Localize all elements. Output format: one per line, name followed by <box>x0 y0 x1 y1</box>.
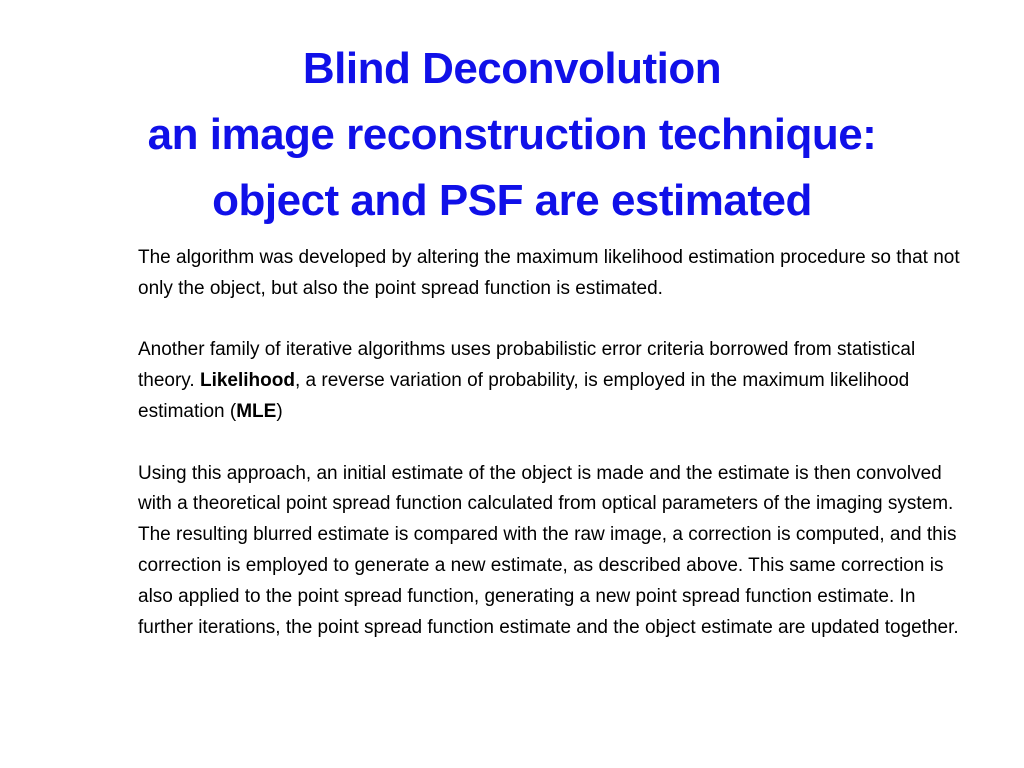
paragraph-3: Using this approach, an initial estimate of the object is made and the estimate is then convolved with a theoretical point spread function calculated from optical parameters of the imaging system. The resulting blurred estimate is compared with the raw image, a correction is computed, and this correction is employed to generate a new estimate, as described above. This same correction is also applied to the point spread function, generating a new point spread function estimate. In further iterations, the point spread function estimate and the object estimate are updated together. <box>138 462 959 638</box>
title-line-2: an image reconstruction technique: <box>147 110 877 159</box>
paragraph-2-text-c: ) <box>276 400 283 422</box>
mle-term: MLE <box>236 400 277 422</box>
paragraph-2 <box>138 335 968 427</box>
paragraph-2-text-a: Another family of iterative algorithms uses probabilistic error criteria borrowed from statistical theory. <box>138 339 916 392</box>
slide-body <box>138 243 968 643</box>
paragraph-1: The algorithm was developed by altering the maximum likelihood estimation procedure so that not only the object, but also the point spread function is estimated. <box>138 247 960 299</box>
title-line-1: Blind Deconvolution <box>302 44 722 93</box>
paragraph-2-text-b: , a reverse variation of probability, is employed in the maximum likelihood estimation ( <box>138 370 910 422</box>
likelihood-term: Likelihood <box>199 370 295 392</box>
slide-title <box>40 36 984 234</box>
title-line-3: object and PSF are estimated <box>212 176 812 225</box>
